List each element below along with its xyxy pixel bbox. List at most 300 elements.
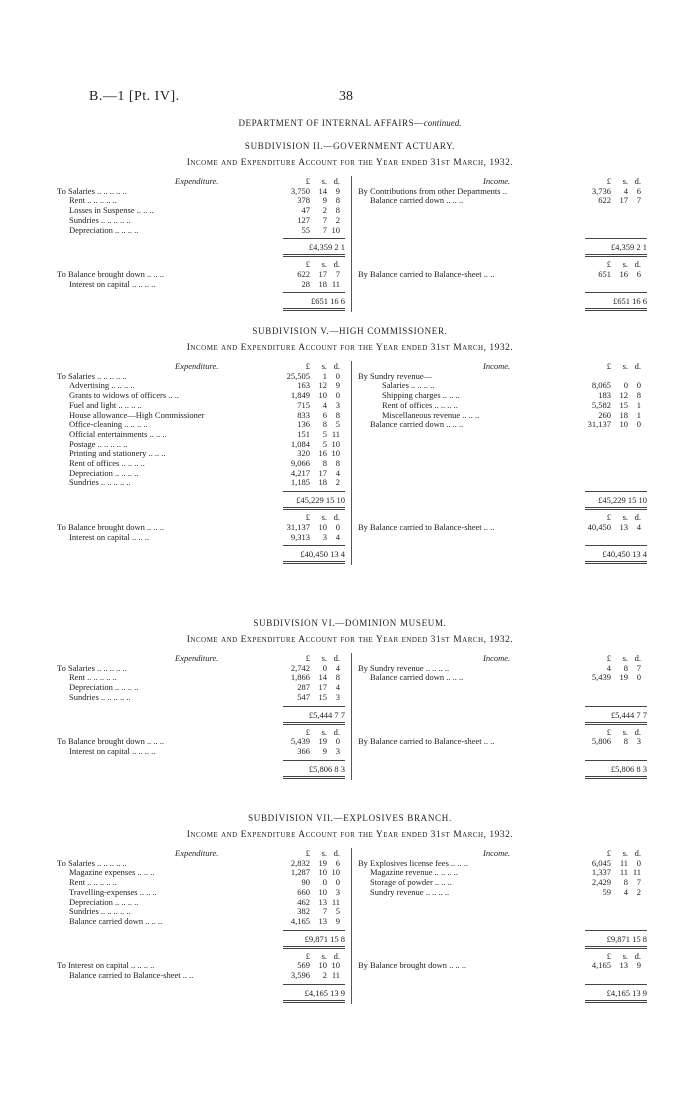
total-rule-bottom — [283, 509, 345, 510]
column-divider — [351, 176, 352, 312]
expenditure-amount-shillings: 7 — [322, 224, 327, 235]
department-continued: continued. — [423, 118, 462, 128]
income-amount-pounds: 1,337 — [591, 867, 611, 878]
expenditure-amount-shillings: 18 — [318, 477, 327, 488]
income-amount-pounds: 2,429 — [591, 877, 611, 888]
expenditure-amount-pence: 6 — [335, 857, 340, 868]
total2-rule-top — [283, 545, 345, 546]
expenditure-item: Advertising .. .. .. .. — [69, 380, 135, 391]
expenditure-amount-pence: 9 — [335, 915, 340, 926]
income-amount-pence: 0 — [636, 857, 641, 868]
income-heading: Income. — [483, 848, 511, 858]
exp2-header-shilling-sign: s. — [321, 726, 327, 737]
balance-expenditure-amount-shillings: 10 — [318, 960, 327, 971]
income-amount-pounds: 5,582 — [591, 399, 611, 410]
inc-header-pence-sign: d. — [634, 848, 641, 858]
income-amount-pounds: 260 — [598, 409, 611, 420]
expenditure-item: Official entertainments .. .. .. — [69, 428, 167, 439]
expenditure-amount-shillings: 12 — [318, 380, 327, 391]
inc2-header-shilling-sign: s. — [622, 950, 628, 961]
expenditure-total: £45,229 15 10 — [296, 495, 345, 506]
expenditure-amount-pence: 10 — [331, 867, 340, 878]
expenditure-amount-shillings: 13 — [318, 896, 327, 907]
income-amount-shillings: 12 — [619, 390, 628, 401]
balance-expenditure-amount-pence: 0 — [335, 521, 340, 532]
total-rule-top — [283, 491, 345, 492]
total-rule-bottom — [585, 509, 647, 510]
inc-header-shilling-sign: s. — [622, 848, 628, 858]
expenditure-item: Grants to widows of officers .. .. — [69, 390, 179, 401]
income-item: Magazine revenue .. .. .. .. — [370, 867, 459, 878]
income-heading: Income. — [483, 653, 511, 663]
expenditure-amount-pounds: 1,084 — [290, 438, 310, 449]
balance-income-item: By Balance carried to Balance-sheet .. .. — [358, 521, 495, 532]
expenditure-amount-shillings: 16 — [318, 448, 327, 459]
expenditure-item: Sundries .. .. .. .. .. — [69, 214, 131, 225]
inc2-header-pound-sign: £ — [606, 512, 611, 523]
balance-expenditure-amount-shillings: 9 — [322, 745, 327, 756]
account-title: Income and Expenditure Account for the Year ended 31st March, 1932. — [186, 343, 514, 353]
expenditure-item: Sundries .. .. .. .. .. — [69, 906, 131, 917]
income-amount-shillings: 18 — [619, 409, 628, 420]
expenditure-amount-pence: 8 — [335, 458, 340, 468]
exp2-header-pence-sign: d. — [333, 950, 340, 961]
balance-expenditure-item: To Interest on capital .. .. .. .. — [57, 960, 155, 971]
expenditure-amount-pence: 8 — [335, 672, 340, 683]
income-amount-pounds: 8,065 — [591, 380, 611, 391]
total-rule-bottom — [585, 256, 647, 257]
income-amount-pounds: 4 — [606, 662, 611, 673]
balance-expenditure-amount-shillings: 2 — [322, 970, 327, 980]
income-item: Shipping charges .. .. .. — [382, 390, 460, 401]
expenditure-item: To Salaries .. .. .. .. .. — [57, 662, 127, 673]
expenditure-amount-pounds: 660 — [297, 886, 310, 897]
income-item: Rent of offices .. .. .. .. — [382, 399, 458, 410]
expenditure-amount-shillings: 6 — [322, 409, 327, 420]
account-section — [0, 813, 700, 1053]
total-rule-bottom — [585, 946, 647, 947]
income-amount-pence: 6 — [636, 185, 641, 196]
total-rule-bottom — [283, 946, 345, 947]
expenditure-amount-pounds: 4,165 — [290, 915, 310, 926]
income-total-2: £5,806 8 3 — [610, 763, 647, 774]
income-amount-shillings: 4 — [623, 185, 628, 196]
income-item: By Explosives license fees .. .. .. — [358, 857, 469, 868]
total-rule-top — [585, 238, 647, 239]
expenditure-heading: Expenditure. — [175, 361, 219, 371]
balance-expenditure-amount-pounds: 569 — [297, 960, 310, 971]
exp-header-pound-sign: £ — [305, 848, 310, 858]
balance-income-item: By Balance brought down .. .. .. — [358, 960, 467, 971]
expenditure-heading: Expenditure. — [175, 653, 219, 663]
expenditure-amount-pounds: 163 — [297, 380, 310, 391]
total2-rule-bottom — [283, 310, 345, 311]
expenditure-amount-shillings: 13 — [318, 915, 327, 926]
expenditure-amount-pounds: 2,832 — [290, 857, 310, 868]
expenditure-amount-pounds: 25,505 — [286, 370, 310, 381]
income-amount-pence: 7 — [636, 195, 641, 206]
exp-header-pound-sign: £ — [305, 176, 310, 186]
expenditure-item: Rent of offices .. .. .. .. — [69, 458, 145, 468]
income-total: £4,359 2 1 — [610, 242, 647, 253]
expenditure-amount-shillings: 19 — [318, 857, 327, 868]
exp2-header-pound-sign: £ — [305, 259, 310, 270]
page-number: 38 — [339, 89, 353, 104]
balance-expenditure-amount-pounds: 622 — [297, 268, 310, 279]
income-amount-pence: 1 — [636, 409, 641, 420]
inc-header-pound-sign: £ — [606, 361, 611, 371]
total2-rule-bottom — [585, 310, 647, 311]
expenditure-total-2: £4,165 13 9 — [304, 987, 345, 998]
income-amount-pence: 8 — [636, 390, 641, 401]
column-divider — [351, 848, 352, 1004]
exp-header-pence-sign: d. — [333, 176, 340, 186]
balance-expenditure-amount-shillings: 19 — [318, 736, 327, 747]
exp2-header-shilling-sign: s. — [321, 259, 327, 270]
income-heading: Income. — [483, 176, 511, 186]
balance-expenditure-item: Interest on capital .. .. .. .. — [69, 745, 156, 756]
subdivision-title: SUBDIVISION II.—GOVERNMENT ACTUARY. — [244, 141, 456, 151]
total-rule-bottom — [283, 722, 345, 723]
expenditure-amount-pence: 0 — [335, 390, 340, 401]
income-item: Balance carried down .. .. .. — [370, 195, 464, 206]
exp2-header-pence-sign: d. — [333, 259, 340, 270]
inc2-header-shilling-sign: s. — [622, 512, 628, 523]
inc-header-pence-sign: d. — [634, 176, 641, 186]
expenditure-item: Printing and stationery .. .. .. — [69, 448, 166, 459]
expenditure-amount-pence: 8 — [335, 409, 340, 420]
expenditure-amount-pence: 0 — [335, 877, 340, 888]
balance-income-amount-shillings: 16 — [619, 268, 628, 279]
balance-income-amount-pence: 3 — [636, 736, 641, 747]
total2-rule-bottom — [283, 1002, 345, 1003]
expenditure-amount-shillings: 10 — [318, 886, 327, 897]
inc2-header-pound-sign: £ — [606, 259, 611, 270]
total-rule-bottom — [283, 948, 345, 949]
income-total: £5,444 7 7 — [610, 709, 647, 720]
expenditure-amount-shillings: 17 — [318, 682, 327, 693]
expenditure-amount-shillings: 17 — [318, 467, 327, 478]
balance-expenditure-amount-shillings: 18 — [318, 278, 327, 289]
total2-rule-top — [585, 545, 647, 546]
income-amount-pounds: 3,736 — [591, 185, 611, 196]
income-total: £45,229 15 10 — [598, 495, 647, 506]
expenditure-amount-pence: 4 — [335, 662, 340, 673]
inc-header-shilling-sign: s. — [622, 653, 628, 663]
expenditure-amount-pounds: 127 — [297, 214, 310, 225]
expenditure-item: Depreciation .. .. .. .. — [69, 467, 139, 478]
total-rule-top — [585, 706, 647, 707]
expenditure-item: House allowance—High Commissioner — [69, 409, 205, 420]
income-item: Miscellaneous revenue .. .. .. — [382, 409, 480, 420]
expenditure-total: £4,359 2 1 — [308, 242, 345, 253]
income-item: By Sundry revenue .. .. .. .. — [358, 662, 450, 673]
account-title: Income and Expenditure Account for the Year ended 31st March, 1932. — [186, 635, 514, 645]
expenditure-item: Rent .. .. .. .. .. — [69, 195, 117, 206]
balance-income-amount-pence: 9 — [636, 960, 641, 971]
exp-header-pound-sign: £ — [305, 361, 310, 371]
balance-expenditure-amount-pence: 7 — [335, 268, 340, 279]
income-amount-shillings: 0 — [623, 380, 628, 391]
expenditure-amount-pence: 2 — [335, 477, 340, 488]
income-amount-shillings: 11 — [619, 857, 628, 868]
expenditure-amount-pounds: 136 — [297, 419, 310, 430]
exp2-header-pence-sign: d. — [333, 512, 340, 523]
expenditure-total: £5,444 7 7 — [308, 709, 345, 720]
balance-expenditure-amount-pence: 11 — [331, 970, 340, 980]
expenditure-amount-pence: 9 — [335, 185, 340, 196]
balance-expenditure-amount-shillings: 17 — [318, 268, 327, 279]
expenditure-item: Depreciation .. .. .. .. — [69, 224, 139, 235]
expenditure-amount-pounds: 833 — [297, 409, 310, 420]
expenditure-item: Fuel and light .. .. .. .. — [69, 399, 142, 410]
total-rule-top — [283, 706, 345, 707]
expenditure-amount-pounds: 1,866 — [290, 672, 310, 683]
income-amount-shillings: 15 — [619, 399, 628, 410]
income-amount-shillings: 11 — [619, 867, 628, 878]
expenditure-amount-pence: 10 — [331, 448, 340, 459]
income-amount-pence: 1 — [636, 399, 641, 410]
expenditure-amount-pounds: 320 — [297, 448, 310, 459]
inc2-header-pence-sign: d. — [634, 512, 641, 523]
inc-header-pound-sign: £ — [606, 176, 611, 186]
subdivision-title: SUBDIVISION VII.—EXPLOSIVES BRANCH. — [248, 813, 452, 823]
account-section — [0, 326, 700, 566]
balance-expenditure-item: Interest on capital .. .. .. — [69, 531, 150, 542]
balance-income-amount-pounds: 4,165 — [591, 960, 611, 971]
balance-income-amount-pence: 4 — [636, 521, 641, 532]
income-amount-shillings: 10 — [619, 419, 628, 430]
inc2-header-pence-sign: d. — [634, 259, 641, 270]
inc-header-pence-sign: d. — [634, 361, 641, 371]
income-amount-shillings: 19 — [619, 672, 628, 683]
total2-rule-bottom — [585, 561, 647, 562]
expenditure-item: Sundries .. .. .. .. .. — [69, 691, 131, 702]
subdivision-title: SUBDIVISION VI.—DOMINION MUSEUM. — [253, 618, 447, 628]
account-title: Income and Expenditure Account for the Year ended 31st March, 1932. — [186, 158, 514, 168]
total2-rule-bottom — [283, 1000, 345, 1001]
expenditure-amount-pounds: 378 — [297, 195, 310, 206]
expenditure-item: Rent .. .. .. .. .. — [69, 877, 117, 888]
account-title: Income and Expenditure Account for the Year ended 31st March, 1932. — [186, 830, 514, 840]
inc2-header-pound-sign: £ — [606, 726, 611, 737]
exp-header-pound-sign: £ — [305, 653, 310, 663]
total2-rule-bottom — [283, 778, 345, 779]
exp-header-shilling-sign: s. — [321, 653, 327, 663]
expenditure-amount-pounds: 1,287 — [290, 867, 310, 878]
total-rule-bottom — [283, 254, 345, 255]
expenditure-amount-pounds: 382 — [297, 906, 310, 917]
total2-rule-bottom — [585, 308, 647, 309]
balance-expenditure-amount-pounds: 366 — [297, 745, 310, 756]
expenditure-amount-shillings: 9 — [322, 195, 327, 206]
balance-income-amount-shillings: 13 — [619, 960, 628, 971]
balance-expenditure-item: To Balance brought down .. .. .. — [57, 736, 165, 747]
expenditure-amount-shillings: 0 — [322, 877, 327, 888]
total2-rule-top — [585, 984, 647, 985]
balance-income-item: By Balance carried to Balance-sheet .. .. — [358, 268, 495, 279]
expenditure-amount-pence: 5 — [335, 906, 340, 917]
total2-rule-top — [283, 984, 345, 985]
balance-income-amount-pence: 6 — [636, 268, 641, 279]
inc-header-pound-sign: £ — [606, 653, 611, 663]
balance-expenditure-amount-pence: 3 — [335, 745, 340, 756]
expenditure-amount-pence: 8 — [335, 205, 340, 216]
expenditure-item: To Salaries .. .. .. .. .. — [57, 185, 127, 196]
expenditure-amount-pence: 4 — [335, 682, 340, 693]
expenditure-item: Balance carried down .. .. .. — [69, 915, 163, 926]
balance-expenditure-item: To Balance brought down .. .. .. — [57, 521, 165, 532]
expenditure-item: Losses in Suspense .. .. .. — [69, 205, 154, 216]
income-amount-pence: 2 — [636, 886, 641, 897]
total-rule-top — [283, 930, 345, 931]
expenditure-amount-pence: 11 — [331, 428, 340, 439]
document-reference: B.—1 [Pt. IV]. — [89, 89, 180, 104]
total-rule-bottom — [585, 254, 647, 255]
income-amount-pounds: 59 — [602, 886, 611, 897]
expenditure-amount-pounds: 1,185 — [290, 477, 310, 488]
column-divider — [351, 653, 352, 780]
expenditure-amount-pence: 3 — [335, 886, 340, 897]
expenditure-amount-shillings: 2 — [322, 205, 327, 216]
income-amount-pounds: 5,439 — [591, 672, 611, 683]
expenditure-amount-pounds: 3,750 — [290, 185, 310, 196]
expenditure-amount-pounds: 151 — [297, 428, 310, 439]
expenditure-item: Rent .. .. .. .. .. — [69, 672, 117, 683]
balance-expenditure-item: Balance carried to Balance-sheet .. .. — [69, 970, 194, 980]
exp2-header-pence-sign: d. — [333, 726, 340, 737]
balance-expenditure-amount-pounds: 9,313 — [290, 531, 310, 542]
total2-rule-bottom — [585, 778, 647, 779]
expenditure-total: £9,871 15 8 — [304, 933, 345, 944]
income-heading: Income. — [483, 361, 511, 371]
expenditure-amount-pounds: 287 — [297, 682, 310, 693]
exp-header-pence-sign: d. — [333, 361, 340, 371]
exp2-header-pound-sign: £ — [305, 512, 310, 523]
expenditure-item: Depreciation .. .. .. .. — [69, 682, 139, 693]
total-rule-top — [283, 238, 345, 239]
expenditure-amount-pence: 10 — [331, 224, 340, 235]
total2-rule-bottom — [283, 308, 345, 309]
expenditure-amount-shillings: 0 — [322, 662, 327, 673]
income-item: Salaries .. .. .. .. — [382, 380, 435, 391]
income-item: By Sundry revenue— — [358, 370, 433, 381]
expenditure-amount-pounds: 2,742 — [290, 662, 310, 673]
income-amount-shillings: 4 — [623, 886, 628, 897]
income-amount-pence: 11 — [632, 867, 641, 878]
total2-rule-top — [585, 760, 647, 761]
income-item: Balance carried down .. .. .. — [370, 419, 464, 430]
balance-expenditure-amount-pounds: 3,596 — [290, 970, 310, 980]
total-rule-bottom — [585, 507, 647, 508]
expenditure-amount-shillings: 10 — [318, 390, 327, 401]
expenditure-amount-pence: 9 — [335, 380, 340, 391]
total2-rule-bottom — [585, 776, 647, 777]
expenditure-amount-shillings: 7 — [322, 906, 327, 917]
expenditure-item: Postage .. .. .. .. .. — [69, 438, 128, 449]
exp-header-pence-sign: d. — [333, 653, 340, 663]
expenditure-amount-shillings: 10 — [318, 867, 327, 878]
expenditure-amount-pounds: 55 — [301, 224, 310, 235]
exp2-header-pound-sign: £ — [305, 950, 310, 961]
income-amount-pence: 0 — [636, 419, 641, 430]
exp2-header-shilling-sign: s. — [321, 950, 327, 961]
income-amount-pence: 7 — [636, 662, 641, 673]
total-rule-bottom — [585, 948, 647, 949]
balance-expenditure-amount-pence: 10 — [331, 960, 340, 971]
column-divider — [351, 361, 352, 565]
balance-expenditure-amount-shillings: 10 — [318, 521, 327, 532]
total-rule-bottom — [283, 507, 345, 508]
expenditure-amount-shillings: 14 — [318, 672, 327, 683]
income-total: £9,871 15 8 — [606, 933, 647, 944]
expenditure-amount-shillings: 15 — [318, 691, 327, 702]
total2-rule-bottom — [283, 776, 345, 777]
total2-rule-bottom — [585, 1002, 647, 1003]
inc2-header-shilling-sign: s. — [622, 259, 628, 270]
expenditure-amount-pounds: 715 — [297, 399, 310, 410]
total-rule-bottom — [585, 724, 647, 725]
expenditure-item: To Salaries .. .. .. .. .. — [57, 370, 127, 381]
income-amount-shillings: 8 — [623, 877, 628, 888]
expenditure-amount-pence: 3 — [335, 399, 340, 410]
expenditure-item: Travelling-expenses .. .. .. — [69, 886, 157, 897]
income-item: Storage of powder .. .. .. — [370, 877, 452, 888]
income-amount-pence: 0 — [636, 672, 641, 683]
income-amount-pounds: 183 — [598, 390, 611, 401]
expenditure-total-2: £40,450 13 4 — [300, 549, 345, 560]
balance-income-amount-pounds: 40,450 — [587, 521, 611, 532]
department-name: DEPARTMENT OF INTERNAL AFFAIRS— — [238, 118, 424, 128]
total2-rule-bottom — [585, 1000, 647, 1001]
balance-expenditure-amount-pounds: 28 — [301, 278, 310, 289]
expenditure-heading: Expenditure. — [175, 848, 219, 858]
expenditure-amount-pence: 11 — [331, 896, 340, 907]
total2-rule-top — [585, 292, 647, 293]
expenditure-amount-pence: 4 — [335, 467, 340, 478]
expenditure-amount-shillings: 8 — [322, 419, 327, 430]
income-amount-pounds: 6,045 — [591, 857, 611, 868]
balance-expenditure-item: To Balance brought down .. .. .. — [57, 268, 165, 279]
total-rule-bottom — [585, 722, 647, 723]
expenditure-amount-pounds: 547 — [297, 691, 310, 702]
exp2-header-shilling-sign: s. — [321, 512, 327, 523]
expenditure-total-2: £5,806 8 3 — [308, 763, 345, 774]
inc-header-shilling-sign: s. — [622, 176, 628, 186]
total-rule-bottom — [283, 724, 345, 725]
exp-header-pence-sign: d. — [333, 848, 340, 858]
expenditure-amount-pounds: 9,066 — [290, 458, 310, 468]
expenditure-amount-shillings: 5 — [322, 428, 327, 439]
expenditure-amount-pence: 5 — [335, 419, 340, 430]
exp-header-shilling-sign: s. — [321, 361, 327, 371]
expenditure-amount-shillings: 5 — [322, 438, 327, 449]
inc2-header-pence-sign: d. — [634, 950, 641, 961]
income-amount-shillings: 8 — [623, 662, 628, 673]
total-rule-top — [585, 930, 647, 931]
expenditure-amount-shillings: 4 — [322, 399, 327, 410]
income-total-2: £4,165 13 9 — [606, 987, 647, 998]
exp2-header-pound-sign: £ — [305, 726, 310, 737]
expenditure-amount-shillings: 8 — [322, 458, 327, 468]
balance-expenditure-amount-pence: 4 — [335, 531, 340, 542]
expenditure-amount-pounds: 4,217 — [290, 467, 310, 478]
expenditure-amount-pence: 0 — [335, 370, 340, 381]
income-item: Sundry revenue .. .. .. .. — [370, 886, 450, 897]
inc-header-pence-sign: d. — [634, 653, 641, 663]
income-item: By Contributions from other Departments .. — [358, 185, 507, 196]
expenditure-amount-pence: 10 — [331, 438, 340, 449]
